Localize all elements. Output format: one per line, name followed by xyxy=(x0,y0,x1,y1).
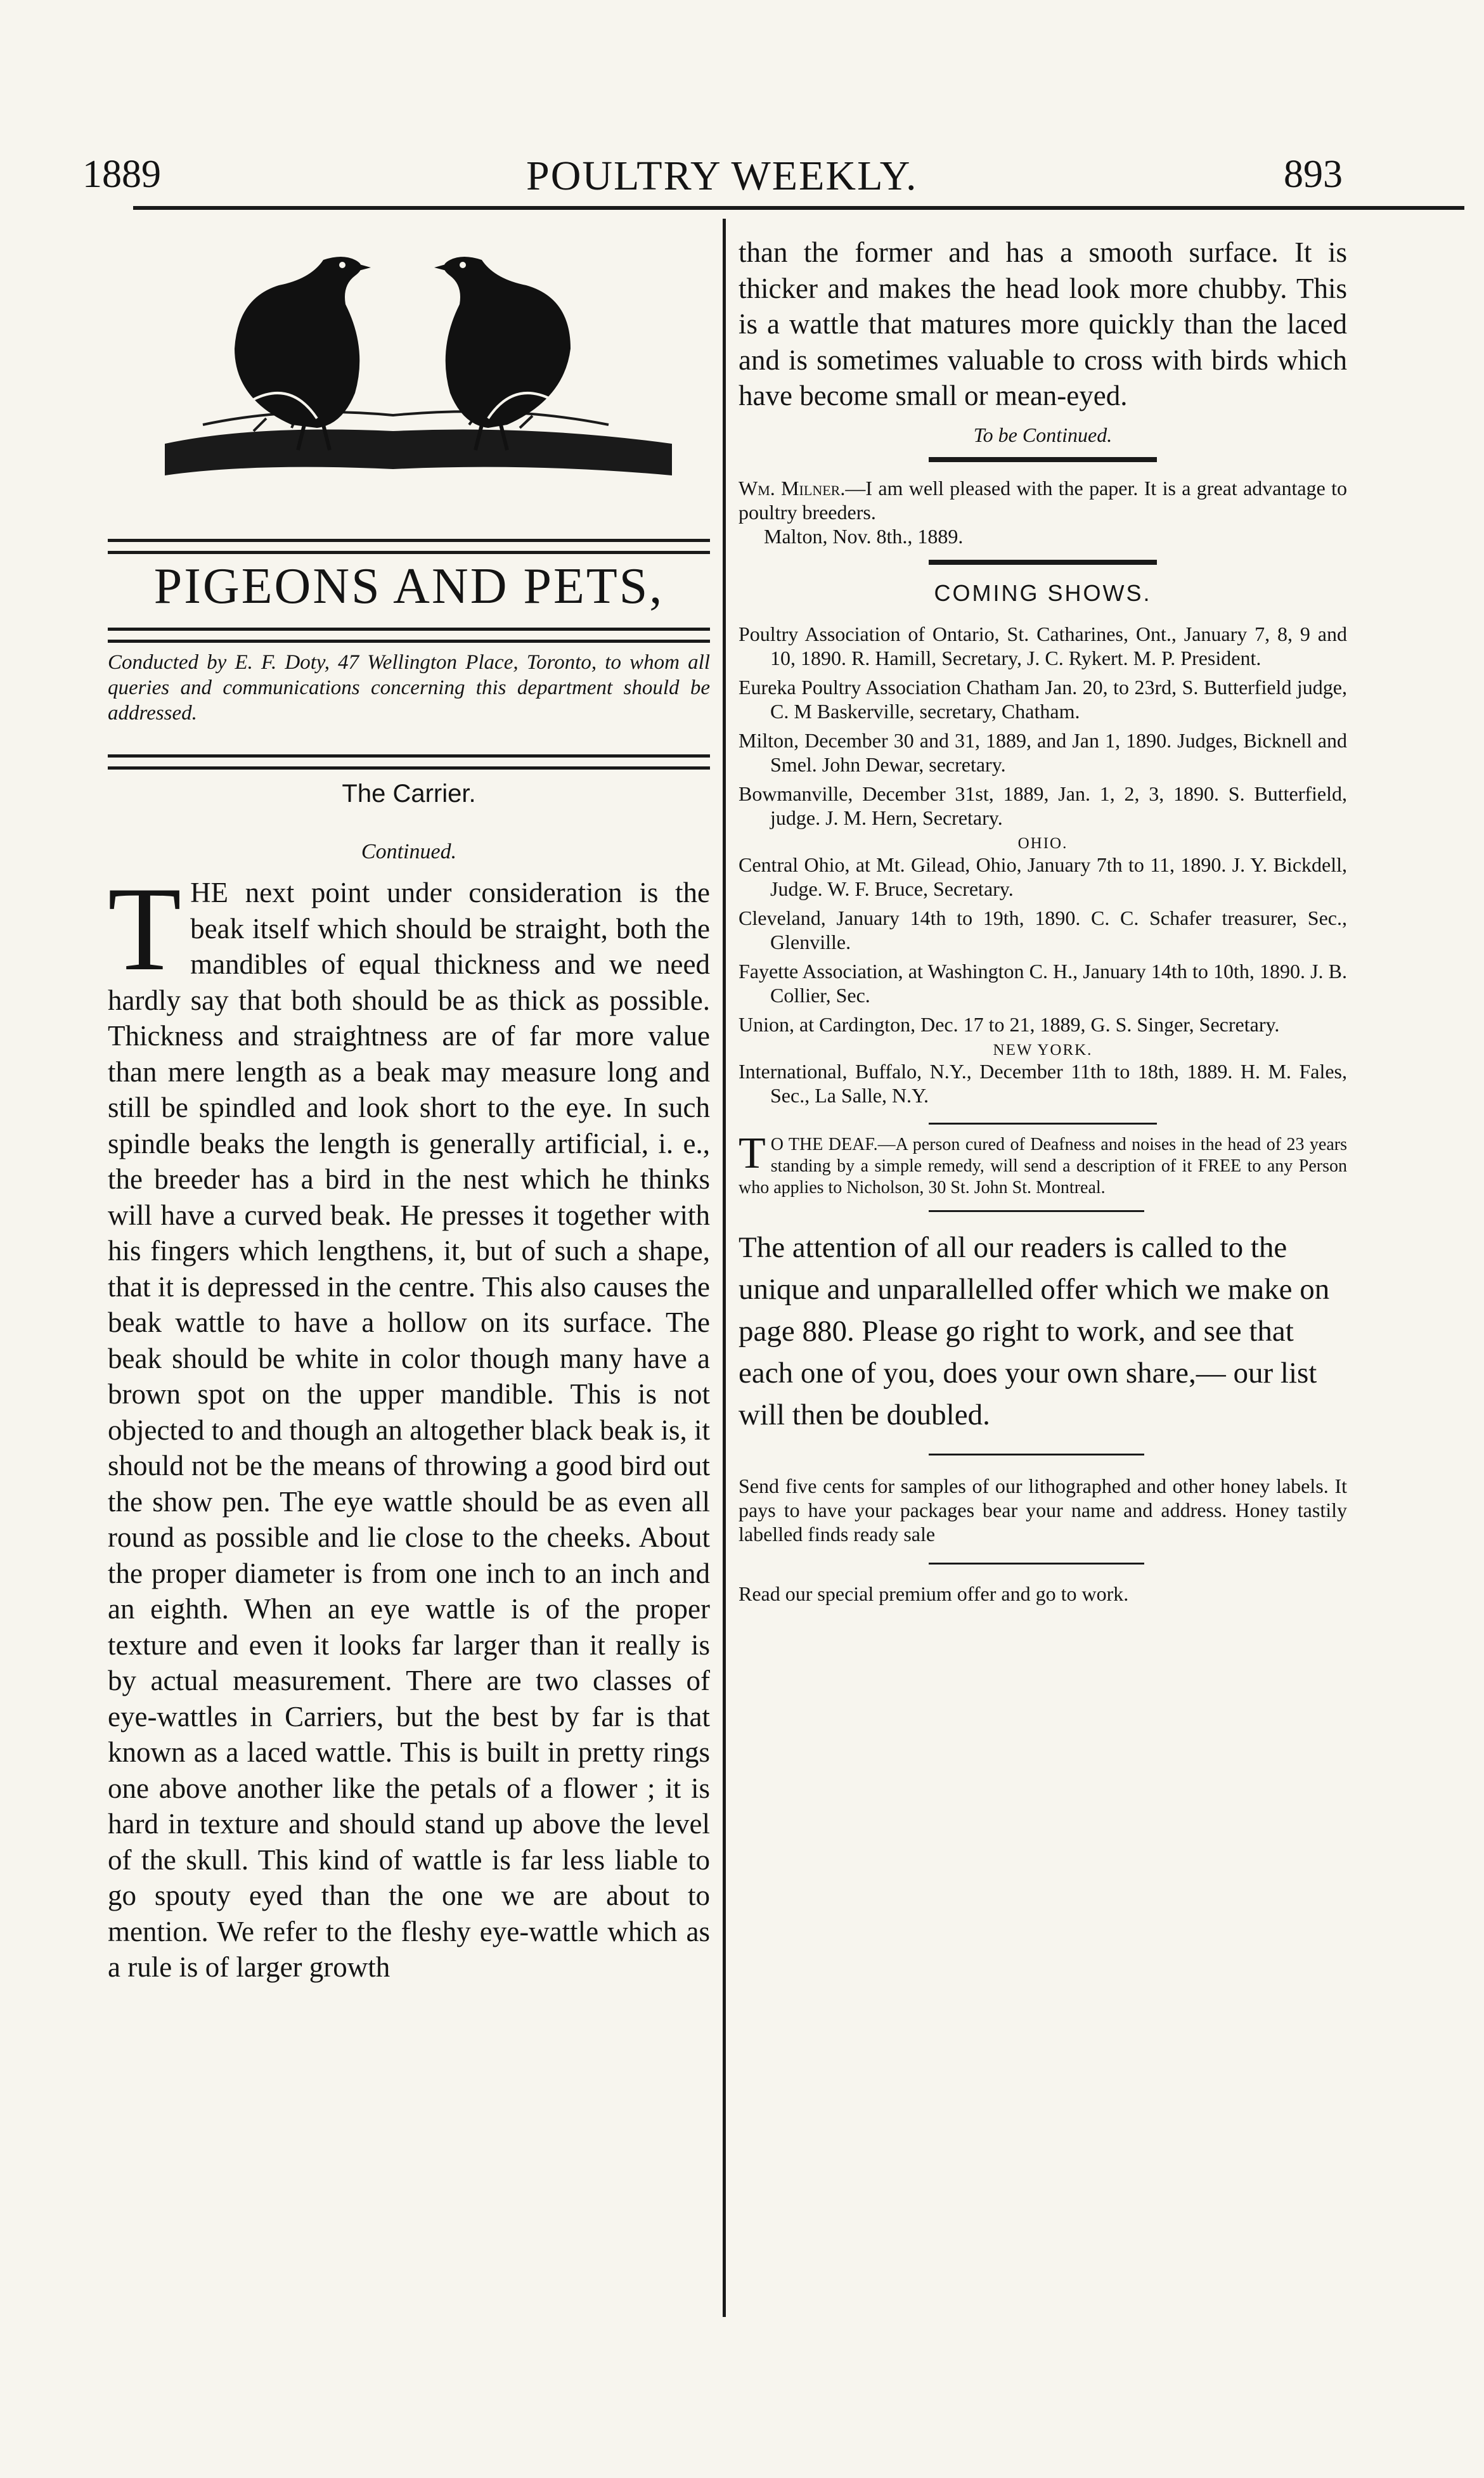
to-be-continued: To be Continued. xyxy=(973,423,1113,446)
ohio-show-listing: Cleveland, January 14th to 19th, 1890. C. C. Schafer treasurer, Sec., Glenville. xyxy=(739,906,1347,953)
article-text: HE next point under consideration is the beak itself which should be straight, both the mandibles of equal thickness and we need hardly say that both should be as thick as possible. Thickness and straightness are of far more value than mere length as a beak may measure long and still be spindled and look short to the eye. In such spindle beaks the length is generally artificial, i. e., the breeder has a bird in the nest which he thinks will have a curved beak. He presses it together with his fingers which lengthens, it, but of such a shape, that it is depressed in the centre. This also causes the beak wattle to have a hollow on its surface. The beak should be white in color though many have a brown spot on the upper mandible. This is not objected to and though an altogether black beak is, it should not be the means of throwing a good bird out the show pen. The eye wattle should be as even all round as possible and lie close to the cheeks. About the proper diameter is from one inch to an inch and an eighth. When an eye wattle is of the proper texture and even it looks far larger than it really is by actual measurement. There are two classes of eye-wattles in Carriers, but the best by far is that known as a laced wattle. This is built in pretty rings one above another like the petals of a flower ; it is hard in texture and should stand up above the level of the skull. This kind of wattle is far less liable to go spouty eyed than the one we are about to mention. We refer to the fleshy eye-wattle which as a rule is of larger growth xyxy=(108,877,710,1983)
new-york-label: NEW YORK. xyxy=(993,1041,1093,1059)
honey-labels-ad: Send five cents for samples of our lithographed and other honey labels. It pays to have your packages bear your name and address. Honey tastily labelled finds ready sale xyxy=(739,1474,1347,1546)
section-rule-middle xyxy=(108,628,710,643)
deaf-drop-cap: T xyxy=(739,1128,766,1178)
ohio-label: OHIO. xyxy=(1017,834,1068,852)
drop-cap: T xyxy=(108,863,182,996)
show-listing: Bowmanville, December 31st, 1889, Jan. 1, 2, 3, 1890. S. Butterfield, judge. J. M. Hern, Secretary. xyxy=(739,782,1347,829)
publication-title: POULTRY WEEKLY. xyxy=(526,153,918,199)
article-continuation: than the former and has a smooth surface. It is thicker and makes the head look more chubby. This is a wattle that matures more quickly than the laced and is sometimes valuable to cross with birds which have become small or mean-eyed. xyxy=(739,236,1347,411)
pigeons-illustration xyxy=(127,235,685,501)
attention-notice: The attention of all our readers is called to the unique and unparallelled offer which we make on page 880. Please go right to work, and see that each one of you, does your own share,— our list will then be doubled. xyxy=(739,1230,1330,1431)
article-body xyxy=(108,863,710,1985)
shows-list xyxy=(739,622,1347,830)
premium-offer: Read our special premium offer and go to work. xyxy=(739,1582,1129,1605)
section-rule-bottom xyxy=(108,754,710,770)
running-head xyxy=(82,152,1350,209)
milner-name: Wm. Milner. xyxy=(739,476,846,500)
page-number: 893 xyxy=(1284,153,1343,196)
deaf-notice-text: O THE DEAF.—A person cured of Deafness and noises in the head of 23 years standing by a simple remedy, will send a description of it FREE to any Person who applies to Nicholson, 30 St. John St. Montreal. xyxy=(739,1134,1347,1197)
short-divider-1 xyxy=(739,1113,1347,1134)
ohio-shows-list xyxy=(739,853,1347,1036)
short-divider-2 xyxy=(739,1199,1347,1224)
ohio-show-listing: Fayette Association, at Washington C. H., January 14th to 10th, 1890. J. B. Collier, Sec. xyxy=(739,959,1347,1007)
ornament-divider-1 xyxy=(739,447,1347,472)
header-rule xyxy=(133,206,1464,210)
section-rule-top xyxy=(108,539,710,554)
new-york-show-listing: International, Buffalo, N.Y., December 11th to 18th, 1889. H. M. Fales, Sec., La Salle, N.Y. xyxy=(739,1059,1347,1107)
article-continued: Continued. xyxy=(361,840,457,863)
show-listing: Poultry Association of Ontario, St. Catharines, Ont., January 7, 8, 9 and 10, 1890. R. Hamill, Secretary, J. C. Rykert. M. P. President. xyxy=(739,622,1347,669)
right-column xyxy=(739,235,1347,1606)
department-byline: Conducted by E. F. Doty, 47 Wellington Place, Toronto, to whom all queries and communications concerning this department should be addressed. xyxy=(108,651,710,725)
show-listing: Eureka Poultry Association Chatham Jan. 20, to 23rd, S. Butterfield judge, C. M Baskerville, secretary, Chatham. xyxy=(739,675,1347,723)
deaf-notice xyxy=(739,1128,1347,1199)
show-listing: Milton, December 30 and 31, 1889, and Jan 1, 1890. Judges, Bicknell and Smel. John Dewar, secretary. xyxy=(739,728,1347,776)
ohio-show-listing: Central Ohio, at Mt. Gilead, Ohio, January 7th to 11, 1890. J. Y. Bickdell, Judge. W. F. Bruce, Secretary. xyxy=(739,853,1347,900)
short-divider-4 xyxy=(739,1546,1347,1582)
milner-text: —I am well pleased with the paper. It is a great advantage to poultry breeders. xyxy=(739,476,1348,524)
milner-testimonial xyxy=(739,476,1347,524)
department-title: PIGEONS AND PETS, xyxy=(153,558,664,614)
new-york-shows-list xyxy=(739,1059,1347,1107)
ornament-divider-2 xyxy=(739,548,1347,576)
coming-shows-title: COMING SHOWS. xyxy=(934,579,1152,606)
ohio-show-listing: Union, at Cardington, Dec. 17 to 21, 1889, G. S. Singer, Secretary. xyxy=(739,1012,1280,1036)
column-rule xyxy=(723,219,726,2317)
milner-place: Malton, Nov. 8th., 1889. xyxy=(764,524,964,548)
short-divider-3 xyxy=(739,1436,1347,1474)
page-year: 1889 xyxy=(82,153,161,196)
article-title: The Carrier. xyxy=(342,780,476,808)
